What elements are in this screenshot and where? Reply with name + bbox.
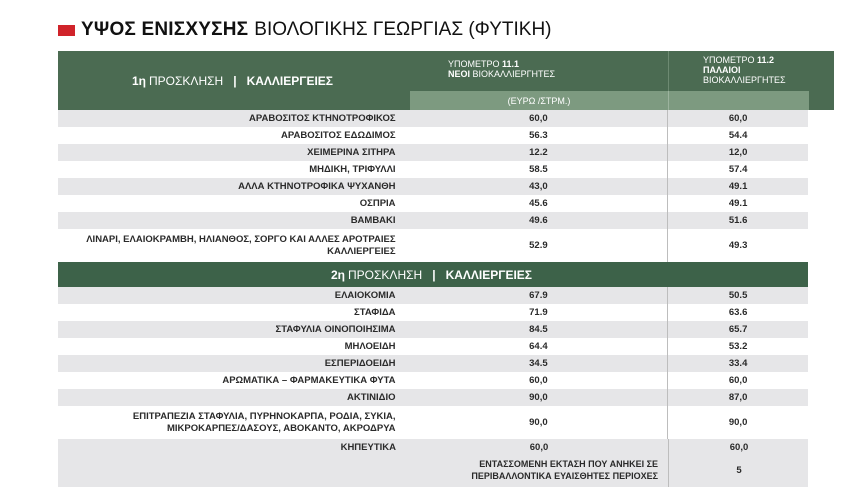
value-11-2: 57.4 [667, 161, 808, 178]
title-light: ΒΙΟΛΟΓΙΚΗΣ ΓΕΩΡΓΙΑΣ (ΦΥΤΙΚΗ) [254, 19, 552, 40]
value-11-1: 12.2 [529, 147, 548, 158]
value-11-2: 51.6 [667, 212, 808, 229]
value-11-2: 49.3 [667, 229, 808, 262]
value-11-1: 90,0 [529, 392, 548, 403]
table-row [58, 144, 808, 161]
value-11-1: 56.3 [529, 130, 548, 141]
row-label: ΧΕΙΜΕΡΙΝΑ ΣΙΤΗΡΑ [307, 146, 396, 158]
table-row [58, 389, 808, 406]
separator: | [432, 267, 436, 282]
value-11-2-cell [668, 439, 809, 487]
row-label: ΕΠΙΤΡΑΠΕΖΙΑ ΣΤΑΦΥΛΙΑ, ΠΥΡΗΝΟΚΑΡΠΑ, ΡΟΔΙΑ, ΣΥΚΙΑ, ΜΙΚΡΟΚΑΡΠΕΣ/ΔΑΣΟΥΣ, ΑΒΟΚΑΝΤΟ, ΑΚΡΟΔΡΥΑ [132, 410, 396, 434]
col2-old-word: ΠΑΛΑΙΟΙ [703, 65, 741, 75]
row-label: ΜΗΔΙΚΗ, ΤΡΙΦΥΛΛΙ [309, 163, 396, 175]
col1-measure-number: 11.1 [502, 59, 520, 69]
col2-measure-number: 11.2 [757, 55, 775, 65]
col2-farmers-word: ΒΙΟΚΑΛΛΙΕΡΓΗΤΕΣ [703, 75, 786, 85]
row-label: ΑΡΑΒΟΣΙΤΟΣ ΚΤΗΝΟΤΡΟΦΙΚΟΣ [248, 112, 396, 124]
red-square-icon [58, 25, 75, 36]
value-11-2: 54.4 [667, 127, 808, 144]
value-11-1: 43,0 [529, 181, 548, 192]
page-title [58, 18, 552, 42]
row-label: ΕΣΠΕΡΙΔΟΕΙΔΗ [324, 357, 396, 369]
value-11-2: 12,0 [667, 144, 808, 161]
crops-label: ΚΑΛΛΙΕΡΓΕΙΕΣ [246, 73, 333, 88]
row-label: ΑΛΛΑ ΚΤΗΝΟΤΡΟΦΙΚΑ ΨΥΧΑΝΘΗ [238, 180, 396, 192]
table-row [58, 287, 808, 304]
value-11-2: 33.4 [667, 355, 808, 372]
table-row [58, 355, 808, 372]
row-label: ΕΛΑΙΟΚΟΜΙΑ [334, 289, 396, 301]
table-row [58, 212, 808, 229]
value-11-1: 90,0 [529, 417, 548, 428]
table-row [58, 195, 808, 212]
value-11-1: 71.9 [529, 307, 548, 318]
value-11-1: 52.9 [529, 240, 548, 251]
table-row [58, 321, 808, 338]
section1-number: 1η [131, 73, 146, 88]
value-11-1: 60,0 [529, 375, 548, 386]
footnote-label: ΕΝΤΑΣΣΟΜΕΝΗ ΕΚΤΑΣΗ ΠΟΥ ΑΝΗΚΕΙ ΣΕ ΠΕΡΙΒΑΛΛΟΝΤΙΚΑ ΕΥΑΙΣΘΗΤΕΣ ΠΕΡΙΟΧΕΣ [471, 459, 658, 481]
separator: | [233, 73, 237, 88]
row-label: ΣΤΑΦΙΔΑ [354, 306, 396, 318]
value-11-1: 49.6 [529, 215, 548, 226]
table-row [58, 372, 808, 389]
value-11-1: 45.6 [529, 198, 548, 209]
col1-new-word: ΝΕΟΙ [448, 69, 471, 79]
row-label: ΣΤΑΦΥΛΙΑ ΟΙΝΟΠΟΙΗΣΙΜΑ [275, 323, 396, 335]
footnote-value: 5 [736, 465, 742, 476]
value-11-1: 67.9 [529, 290, 548, 301]
table-row [58, 110, 808, 127]
value-11-1: 84.5 [529, 324, 548, 335]
value-11-2: 87,0 [667, 389, 808, 406]
table-row [58, 304, 808, 321]
section2-number: 2η [330, 267, 345, 282]
value-11-2: 90,0 [667, 406, 808, 439]
col1-farmers-word: ΒΙΟΚΑΛΛΙΕΡΓΗΤΕΣ [472, 69, 556, 79]
subsidy-table [58, 51, 834, 487]
row-label: ΑΡΩΜΑΤΙΚΑ – ΦΑΡΜΑΚΕΥΤΙΚΑ ΦΥΤΑ [222, 374, 396, 386]
section1-word: ΠΡΟΣΚΛΗΣΗ [149, 73, 224, 88]
section2-word: ΠΡΟΣΚΛΗΣΗ [348, 267, 423, 282]
section1-heading [58, 51, 410, 110]
crops-label: ΚΑΛΛΙΕΡΓΕΙΕΣ [445, 267, 532, 282]
row-label: ΑΡΑΒΟΣΙΤΟΣ ΕΔΩΔΙΜΟΣ [280, 129, 396, 141]
value-11-2: 60,0 [667, 110, 808, 127]
table-row [58, 127, 808, 144]
row-label: ΟΣΠΡΙΑ [359, 197, 396, 209]
row-label: ΛΙΝΑΡΙ, ΕΛΑΙΟΚΡΑΜΒΗ, ΗΛΙΑΝΘΟΣ, ΣΟΡΓΟ ΚΑΙ ΑΛΛΕΣ ΑΡΟΤΡΑΙΕΣ ΚΑΛΛΙΕΡΓΕΙΕΣ [86, 233, 396, 257]
value-11-2: 63.6 [667, 304, 808, 321]
table-row [58, 161, 808, 178]
unit-label-empty [668, 91, 809, 110]
value-11-2: 53.2 [667, 338, 808, 355]
section2-body [58, 287, 834, 439]
unit-label: (ΕΥΡΩ /ΣΤΡΜ.) [410, 91, 668, 110]
value-11-2: 60,0 [729, 442, 749, 453]
value-11-2: 50.5 [667, 287, 808, 304]
table-row [58, 406, 808, 439]
row-label: ΜΗΛΟΕΙΔΗ [344, 340, 396, 352]
title-bold: ΥΨΟΣ ΕΝΙΣΧΥΣΗΣ [81, 19, 249, 40]
value-11-2: 65.7 [667, 321, 808, 338]
col2-measure-word: ΥΠΟΜΕΤΡΟ [703, 55, 755, 65]
row-label: ΑΚΤΙΝΙΔΙΟ [347, 391, 396, 403]
table-header [58, 51, 834, 110]
table-row [58, 229, 808, 262]
row-label: ΚΗΠΕΥΤΙΚΑ [340, 442, 396, 453]
value-11-2: 60,0 [667, 372, 808, 389]
value-11-2: 49.1 [667, 195, 808, 212]
value-11-1: 64.4 [529, 341, 548, 352]
column-header-11-1 [410, 51, 668, 91]
value-11-2: 49.1 [667, 178, 808, 195]
value-11-1: 60,0 [529, 113, 548, 124]
section2-heading [58, 262, 808, 287]
value-11-1: 60,0 [529, 442, 549, 453]
section1-body [58, 110, 834, 262]
value-11-1: 34.5 [529, 358, 548, 369]
row-label: ΒΑΜΒΑΚΙ [350, 214, 396, 226]
table-row [58, 178, 808, 195]
col1-measure-word: ΥΠΟΜΕΤΡΟ [448, 59, 500, 69]
table-row [58, 439, 808, 487]
table-row [58, 338, 808, 355]
value-11-1: 58.5 [529, 164, 548, 175]
